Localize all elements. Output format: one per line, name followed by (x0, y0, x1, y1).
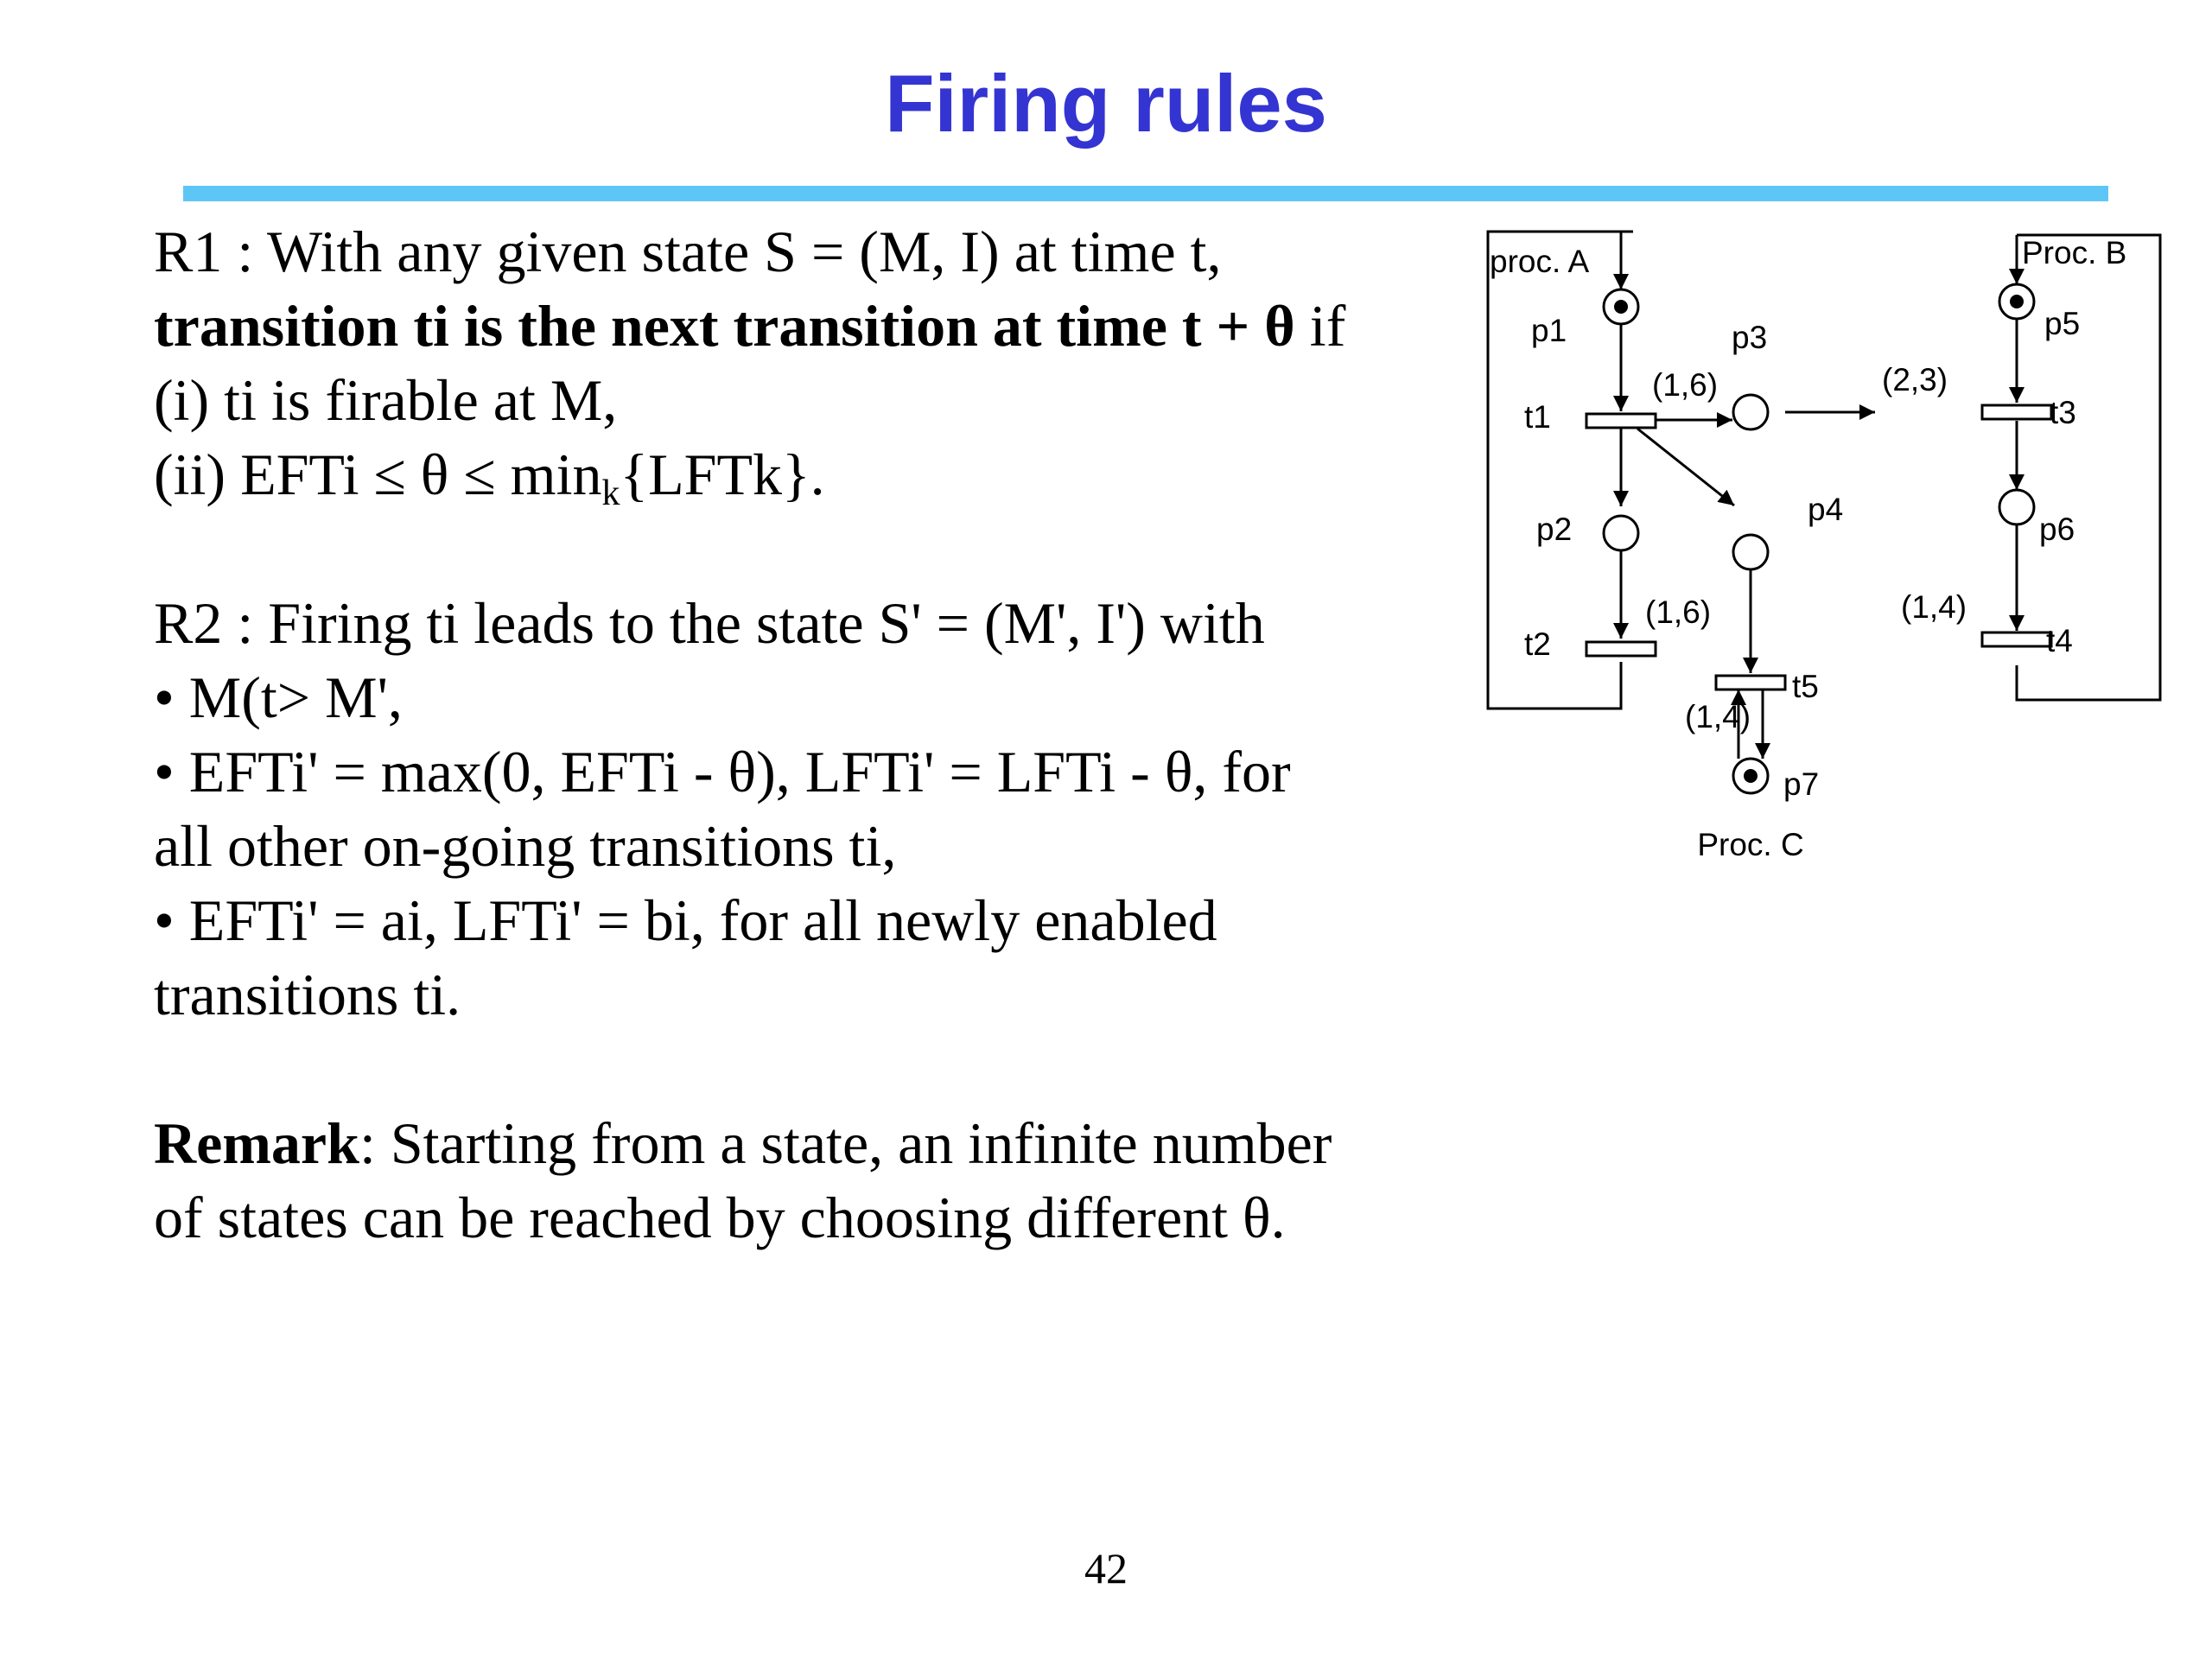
r2-line-1: R2 : Firing ti leads to the state S' = (M', I') with (154, 590, 1265, 656)
transition-t1 (1586, 414, 1656, 428)
place-p6 (1999, 490, 2034, 524)
transition-label-t2: t2 (1524, 626, 1551, 662)
place-label-p6: p6 (2039, 512, 2075, 547)
r1-line-4-post: {LFTk}. (620, 442, 825, 507)
r1-line-2-tail: if (1294, 293, 1346, 359)
petri-net-diagram (1486, 216, 2177, 881)
r2-bullet-3: • EFTi' = ai, LFTi' = bi, for all newly enabled (154, 887, 1217, 953)
arc-t1-p4 (1637, 429, 1734, 505)
transition-label-t5: t5 (1792, 669, 1819, 704)
process-c-label: Proc. C (1697, 827, 1804, 862)
remark-line-1 (154, 1106, 1467, 1180)
r1-line-2 (154, 289, 1467, 363)
place-label-p5: p5 (2044, 306, 2081, 341)
place-label-p3: p3 (1732, 320, 1768, 355)
transition-t5 (1716, 676, 1785, 690)
interval-t3: (2,3) (1882, 362, 1948, 397)
r2-bullet-2-cont: all other on-going transitions ti, (154, 813, 897, 879)
transition-label-t4: t4 (2046, 623, 2073, 658)
interval-t4: (1,4) (1901, 589, 1967, 625)
r1-line-4 (154, 437, 1467, 512)
remark-line-2: of states can be reached by choosing different θ. (154, 1185, 1286, 1250)
token-p1 (1614, 300, 1628, 314)
r2-bullet-2: • EFTi' = max(0, EFTi - θ), LFTi' = LFTi - θ, for (154, 739, 1291, 804)
slide-body (154, 214, 1467, 1255)
interval-t1: (1,6) (1652, 367, 1719, 403)
token-p7 (1744, 769, 1758, 783)
place-p2 (1604, 516, 1638, 550)
process-b-box (2017, 235, 2160, 700)
r1-line-4-sub: k (601, 474, 620, 513)
place-p3 (1733, 395, 1768, 429)
r2-bullet-1: • M(t> M', (154, 664, 403, 730)
page-number: 42 (1084, 1544, 1128, 1592)
interval-t2: (1,6) (1645, 594, 1712, 630)
process-a-label: proc. A (1490, 244, 1590, 279)
r1-line-4-pre: (ii) EFTi ≤ θ ≤ min (154, 442, 602, 507)
transition-label-t3: t3 (2050, 395, 2076, 430)
process-b-label: Proc. B (2022, 235, 2127, 270)
transition-t3 (1982, 405, 2051, 419)
transition-t2 (1586, 642, 1656, 656)
place-label-p7: p7 (1783, 766, 1820, 802)
r1-line-2-bold: transition ti is the next transition at time t + θ (154, 293, 1295, 359)
place-label-p2: p2 (1536, 512, 1573, 547)
transition-label-t1: t1 (1524, 399, 1551, 435)
r1-line-1: R1 : With any given state S = (M, I) at time t, (154, 219, 1222, 284)
interval-t5: (1,4) (1685, 699, 1751, 734)
token-p5 (2010, 295, 2024, 308)
title-divider (183, 186, 2108, 201)
remark-label: Remark (154, 1110, 359, 1176)
place-label-p4: p4 (1808, 492, 1844, 527)
r2-bullet-3-cont: transitions ti. (154, 962, 461, 1027)
slide-title: Firing rules (885, 58, 1327, 149)
place-p4 (1733, 535, 1768, 569)
transition-t4 (1982, 632, 2051, 646)
r1-line-3: (i) ti is firable at M, (154, 367, 618, 433)
place-label-p1: p1 (1531, 313, 1567, 348)
remark-line-1-rest: : Starting from a state, an infinite number (359, 1110, 1332, 1176)
